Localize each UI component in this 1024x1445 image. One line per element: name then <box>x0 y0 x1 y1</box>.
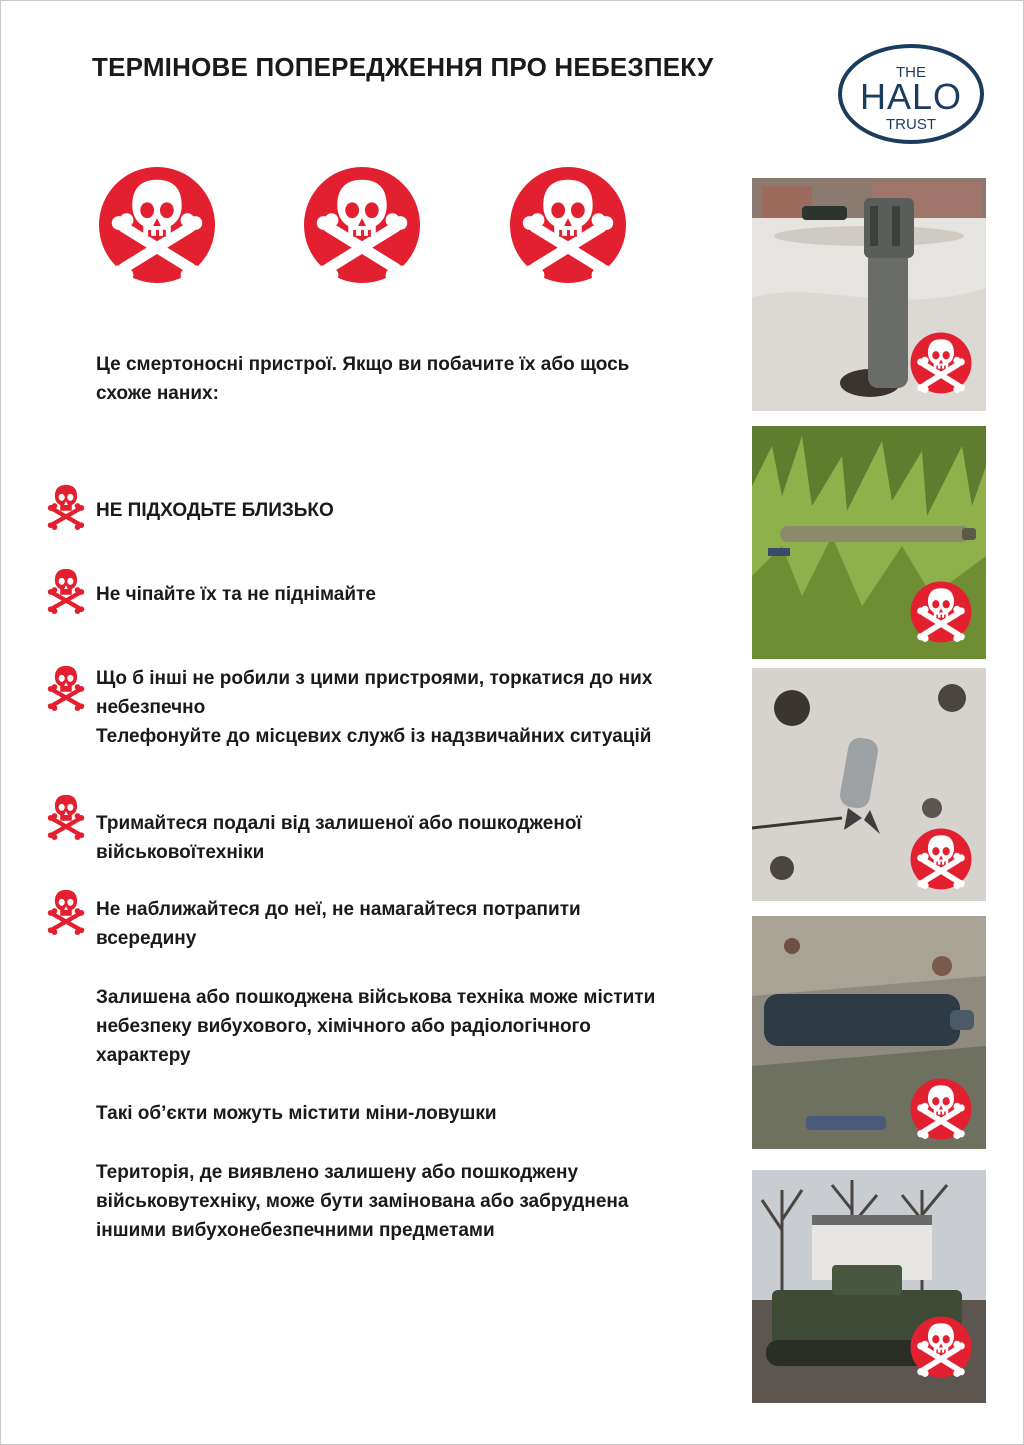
page-title: ТЕРМІНОВЕ ПОПЕРЕДЖЕННЯ ПРО НЕБЕЗПЕКУ <box>92 52 714 82</box>
intro-line: схоже наних: <box>96 383 219 404</box>
skull-crossbones-icon <box>301 166 423 284</box>
warning-item <box>96 664 736 751</box>
skull-bullet-icon <box>46 566 86 614</box>
ordnance-photo <box>752 668 986 901</box>
warning-line: Не чіпайте їх та не піднімайте <box>96 584 376 605</box>
logo-line-trust: TRUST <box>886 116 936 133</box>
warning-line: небезпечно <box>96 697 206 718</box>
note-item <box>96 1158 736 1245</box>
logo-line-halo: HALO <box>859 76 963 117</box>
skull-bullet-icon <box>46 663 86 711</box>
skull-crossbones-icon <box>910 1316 972 1378</box>
intro-line: Це смертоносні пристрої. Якщо ви побачите їх або щось <box>96 354 630 375</box>
skull-bullet-icon <box>46 792 86 840</box>
note-line: характеру <box>96 1045 191 1066</box>
skull-crossbones-icon <box>910 581 972 643</box>
warning-item <box>96 895 736 953</box>
note-item <box>96 983 736 1070</box>
warning-line: Тримайтеся подалі від залишеної або пошкодженої <box>96 813 582 834</box>
logo-line-the: THE <box>896 64 926 81</box>
note-line: іншими вибухонебезпечними предметами <box>96 1220 495 1241</box>
warning-line: Не наближайтеся до неї, не намагайтеся потрапити <box>96 899 581 920</box>
skull-crossbones-icon <box>910 332 972 394</box>
skull-bullet-icon <box>46 887 86 935</box>
warning-item <box>96 496 736 525</box>
note-line: Залишена або пошкоджена військова техніка може містити <box>96 987 656 1008</box>
halo-trust-logo <box>838 44 984 144</box>
note-line: Територія, де виявлено залишену або пошкоджену <box>96 1162 579 1183</box>
intro-text <box>96 350 716 408</box>
warning-line: Що б інші не робили з цими пристроями, торкатися до них <box>96 668 653 689</box>
note-line: небезпеку вибухового, хімічного або радіологічного <box>96 1016 591 1037</box>
skull-crossbones-icon <box>96 166 218 284</box>
warning-line: НЕ ПІДХОДЬТЕ БЛИЗЬКО <box>96 500 334 521</box>
warning-line: всередину <box>96 928 197 949</box>
skull-crossbones-icon <box>507 166 629 284</box>
skull-crossbones-icon <box>910 828 972 890</box>
ordnance-photo <box>752 178 986 411</box>
ordnance-photo <box>752 916 986 1149</box>
note-item <box>96 1099 736 1128</box>
skull-crossbones-icon <box>910 1078 972 1140</box>
note-line: військовутехніку, може бути замінована або забруднена <box>96 1191 629 1212</box>
warning-item <box>96 809 736 867</box>
ordnance-photo <box>752 1170 986 1403</box>
warning-item <box>96 580 736 609</box>
skull-bullet-icon <box>46 482 86 530</box>
note-line: Такі об’єкти можуть містити міни-ловушки <box>96 1103 497 1124</box>
warning-line: військовоїтехніки <box>96 842 265 863</box>
warning-line: Телефонуйте до місцевих служб із надзвичайних ситуацій <box>96 726 652 747</box>
ordnance-photo <box>752 426 986 659</box>
